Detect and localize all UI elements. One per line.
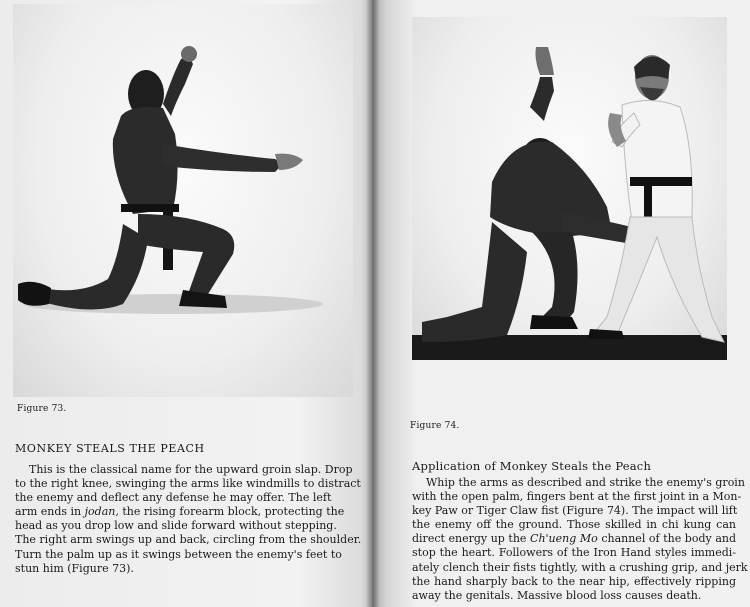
text-line: ately clench their fists tightly, with a crushing grip, and jerk — [412, 560, 748, 574]
text-line: with the open palm, fingers bent at the first joint in a Mon- — [412, 490, 742, 504]
text-fragment: direct energy up the — [412, 532, 531, 546]
text-line: Turn the palm up as it swings between the enemy's feet to — [15, 547, 342, 561]
kneeling-ninja-illustration — [13, 4, 353, 397]
section-heading: MONKEY STEALS THE PEACH — [15, 442, 205, 455]
text-fragment: the rising forearm block, protecting the — [118, 505, 345, 519]
application-illustration — [412, 17, 727, 360]
figure-74-caption: Figure 74. — [410, 421, 460, 431]
left-body-text — [15, 463, 362, 576]
text-line: to the right knee, swinging the arms like windmills to distract — [15, 477, 361, 491]
text-line: the enemy and deflect any defense he may offer. The left — [15, 491, 332, 505]
right-body-text — [412, 476, 748, 603]
text-fragment: arm ends in — [15, 505, 85, 519]
left-page — [0, 0, 372, 607]
text-line: stun him (Figure 73). — [15, 561, 134, 575]
text-line: the hand sharply back to the near hip, effectively ripping — [412, 574, 736, 588]
figure-73-caption: Figure 73. — [17, 404, 67, 414]
text-line — [15, 505, 345, 519]
text-line: This is the classical name for the upward groin slap. Drop — [29, 463, 353, 476]
italic-term: Ch'ueng Mo — [530, 532, 598, 546]
italic-term: jodan, — [84, 505, 119, 519]
text-line: the enemy off the ground. Those skilled in chi kung can — [412, 518, 736, 532]
figure-74-photo — [412, 17, 727, 360]
text-fragment: channel of the body and — [597, 532, 736, 546]
text-line: The right arm swings up and back, circling from the shoulder. — [15, 533, 362, 547]
figure-73-photo — [13, 4, 353, 397]
text-line: stop the heart. Followers of the Iron Hand styles immedi- — [412, 546, 736, 560]
book-gutter — [366, 0, 380, 607]
text-line: key Paw or Tiger Claw fist (Figure 74). The impact will lift — [412, 504, 738, 518]
text-line: Whip the arms as described and strike the enemy's groin — [426, 476, 745, 489]
text-line: away the genitals. Massive blood loss causes death. — [412, 588, 702, 602]
text-line: head as you drop low and slide forward without stepping. — [15, 519, 337, 533]
text-line — [412, 532, 736, 546]
application-heading: Application of Monkey Steals the Peach — [412, 459, 652, 473]
